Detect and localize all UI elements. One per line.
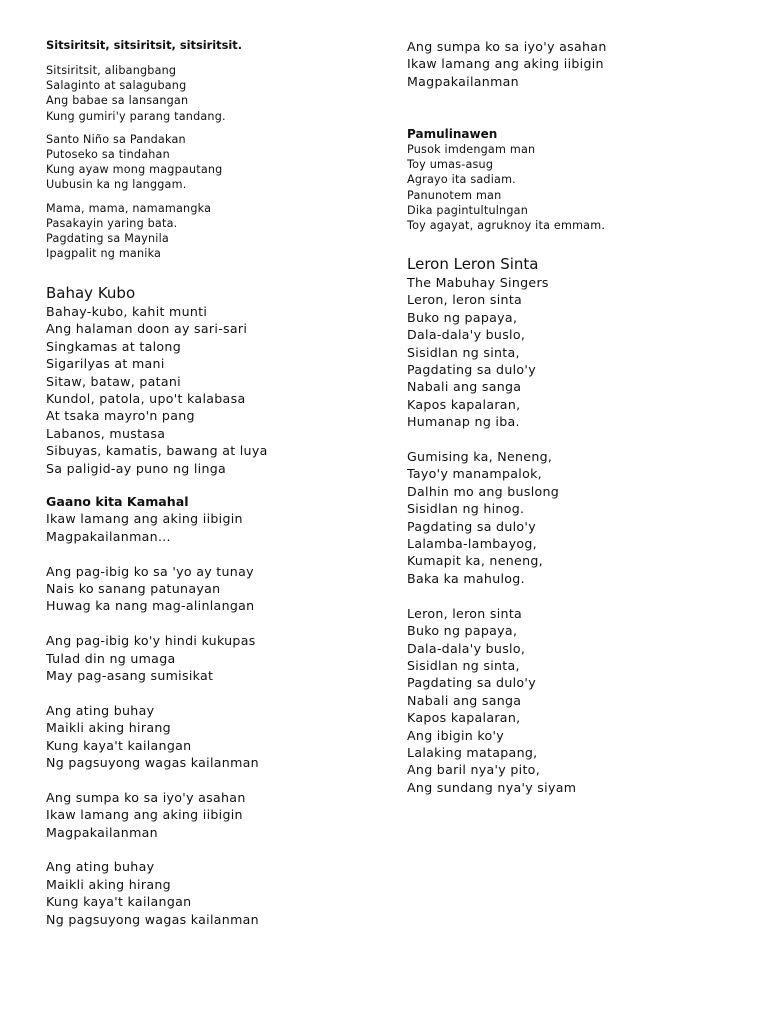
stanza — [46, 789, 259, 841]
lyric-line: Pagdating sa dulo'y — [407, 518, 536, 534]
lyric-line: Magpakailanman — [407, 73, 519, 89]
lyric-line: Pagdating sa dulo'y — [407, 362, 536, 378]
song-title: Gaano kita Kamahal — [46, 494, 189, 509]
lyric-line: Lalaking matapang, — [407, 744, 538, 760]
lyric-line: Bahay-kubo, kahit munti — [46, 304, 208, 319]
lyric-line: Ang pag-ibig ko sa 'yo ay tunay — [46, 563, 254, 579]
lyric-line: Dalhin mo ang buslong — [407, 483, 560, 499]
lyric-line: Ang sundang nya'y siyam — [407, 779, 577, 795]
lyric-line: Pagdating sa Maynila — [46, 232, 169, 246]
lyric-line: Lalamba-lambayog, — [407, 536, 537, 552]
lyric-line: Santo Niño sa Pandakan — [46, 132, 186, 146]
lyric-line: Ang ating buhay — [46, 859, 155, 875]
lyric-line: Uubusin ka ng langgam. — [46, 178, 187, 192]
lyric-line: Sibuyas, kamatis, bawang at luya — [46, 443, 268, 459]
lyric-line: Maikli aking hirang — [46, 876, 171, 892]
lyric-line: Ang sumpa ko sa iyo'y asahan — [46, 789, 246, 805]
song-title: Bahay Kubo — [46, 284, 136, 302]
stanza — [46, 563, 259, 615]
lyric-line: Pusok imdengam man — [407, 143, 536, 156]
lyric-line: Ang pag-ibig ko'y hindi kukupas — [46, 633, 256, 649]
lyric-line: Kundol, patola, upo't kalabasa — [46, 391, 246, 407]
stanza — [46, 632, 259, 684]
lyric-line: Nabali ang sanga — [407, 692, 522, 708]
stanza — [407, 605, 576, 796]
lyric-line: Ipagpalit ng manika — [46, 247, 162, 261]
stanza — [46, 132, 242, 193]
stanza — [46, 63, 242, 124]
lyric-line: Ang baril nya'y pito, — [407, 762, 540, 778]
lyric-line: Pasakayin yaring bata. — [46, 216, 178, 230]
lyric-line: Ang babae sa lansangan — [46, 94, 189, 108]
lyric-line: Putoseko sa tindahan — [46, 148, 170, 162]
lyric-line: Ang ating buhay — [46, 702, 155, 718]
stanza — [46, 858, 259, 928]
stanza — [46, 201, 242, 262]
lyric-line: Sisidlan ng sinta, — [407, 657, 520, 673]
song-gaano-kita-kamahal — [46, 493, 259, 928]
lyric-line: Humanap ng iba. — [407, 414, 520, 430]
lyric-line: Nabali ang sanga — [407, 379, 522, 395]
stanza — [407, 142, 605, 233]
lyric-line: Magpakailanman... — [46, 528, 171, 544]
stanza — [407, 448, 576, 587]
lyric-line: Kapos kapalaran, — [407, 396, 521, 412]
lyric-line: Ang sumpa ko sa iyo'y asahan — [407, 39, 607, 54]
lyric-line: Kung ayaw mong magpautang — [46, 163, 223, 177]
song-title: Pamulinawen — [407, 127, 498, 141]
lyric-line: At tsaka mayro'n pang — [46, 408, 195, 424]
lyric-line: Ng pagsuyong wagas kailanman — [46, 755, 259, 771]
lyric-line: Toy agayat, agruknoy ita emmam. — [407, 219, 606, 233]
lyric-line: Pagdating sa dulo'y — [407, 675, 536, 691]
lyric-line: Dika pagintultulngan — [407, 203, 528, 217]
lyric-line: Ang halaman doon ay sari-sari — [46, 321, 248, 337]
lyric-line: Ikaw lamang ang aking iibigin — [46, 807, 243, 823]
lyric-line: Agrayo ita sadiam. — [407, 173, 516, 187]
lyric-line: Magpakailanman — [46, 824, 158, 840]
lyric-line: Sisidlan ng hinog. — [407, 501, 525, 517]
lyric-line: Toy umas-asug — [407, 158, 494, 172]
lyric-line: Salaginto at salagubang — [46, 79, 187, 93]
lyric-line: Sitsiritsit, alibangbang — [46, 64, 177, 77]
lyric-line: Leron, leron sinta — [407, 292, 523, 308]
lyric-line: Dala-dala'y buslo, — [407, 640, 526, 656]
lyric-line: Nais ko sanang patunayan — [46, 581, 221, 597]
stanza — [46, 510, 259, 545]
lyric-line: Panunotem man — [407, 188, 502, 202]
lyric-line: Singkamas at talong — [46, 338, 182, 354]
lyric-line: Dala-dala'y buslo, — [407, 327, 526, 343]
lyric-line: Ikaw lamang ang aking iibigin — [407, 56, 604, 72]
song-artist: The Mabuhay Singers — [407, 275, 549, 290]
lyric-line: Ng pagsuyong wagas kailanman — [46, 911, 259, 927]
song-leron-leron-sinta — [407, 255, 576, 796]
stanza — [407, 274, 576, 431]
lyric-line: May pag-asang sumisikat — [46, 668, 214, 684]
lyric-line: Ang ibigin ko'y — [407, 727, 505, 743]
lyric-line: Buko ng papaya, — [407, 309, 518, 325]
song-title: Sitsiritsit, sitsiritsit, sitsiritsit. — [46, 38, 243, 52]
lyric-line: Maikli aking hirang — [46, 720, 171, 736]
stanza — [46, 702, 259, 772]
lyric-line: Ikaw lamang ang aking iibigin — [46, 511, 243, 527]
song-bahay-kubo — [46, 284, 268, 477]
lyric-line: Mama, mama, namamangka — [46, 201, 212, 215]
lyric-line: Huwag ka nang mag-alinlangan — [46, 598, 255, 614]
song-gaano-kita-continued — [407, 38, 607, 90]
lyric-line: Kung kaya't kailangan — [46, 737, 192, 753]
stanza — [46, 303, 268, 477]
lyric-line: Baka ka mahulog. — [407, 570, 525, 586]
lyric-line: Sigarilyas at mani — [46, 356, 165, 372]
lyric-line: Kung gumiri'y parang tandang. — [46, 109, 226, 123]
lyric-line: Kung kaya't kailangan — [46, 894, 192, 910]
lyric-line: Kumapit ka, neneng, — [407, 553, 543, 569]
lyric-line: Gumising ka, Neneng, — [407, 449, 553, 465]
lyric-line: Sa paligid-ay puno ng linga — [46, 460, 227, 476]
lyric-line: Leron, leron sinta — [407, 605, 523, 621]
song-pamulinawen — [407, 126, 605, 233]
lyric-line: Kapos kapalaran, — [407, 710, 521, 726]
lyric-line: Labanos, mustasa — [46, 425, 166, 441]
song-sitsiritsit — [46, 38, 242, 261]
lyric-line: Tayo'y manampalok, — [407, 466, 542, 482]
lyric-line: Buko ng papaya, — [407, 623, 518, 639]
lyric-line: Sitaw, bataw, patani — [46, 373, 181, 389]
lyric-line: Tulad din ng umaga — [46, 650, 176, 666]
lyric-line: Sisidlan ng sinta, — [407, 344, 520, 360]
song-title: Leron Leron Sinta — [407, 255, 539, 273]
